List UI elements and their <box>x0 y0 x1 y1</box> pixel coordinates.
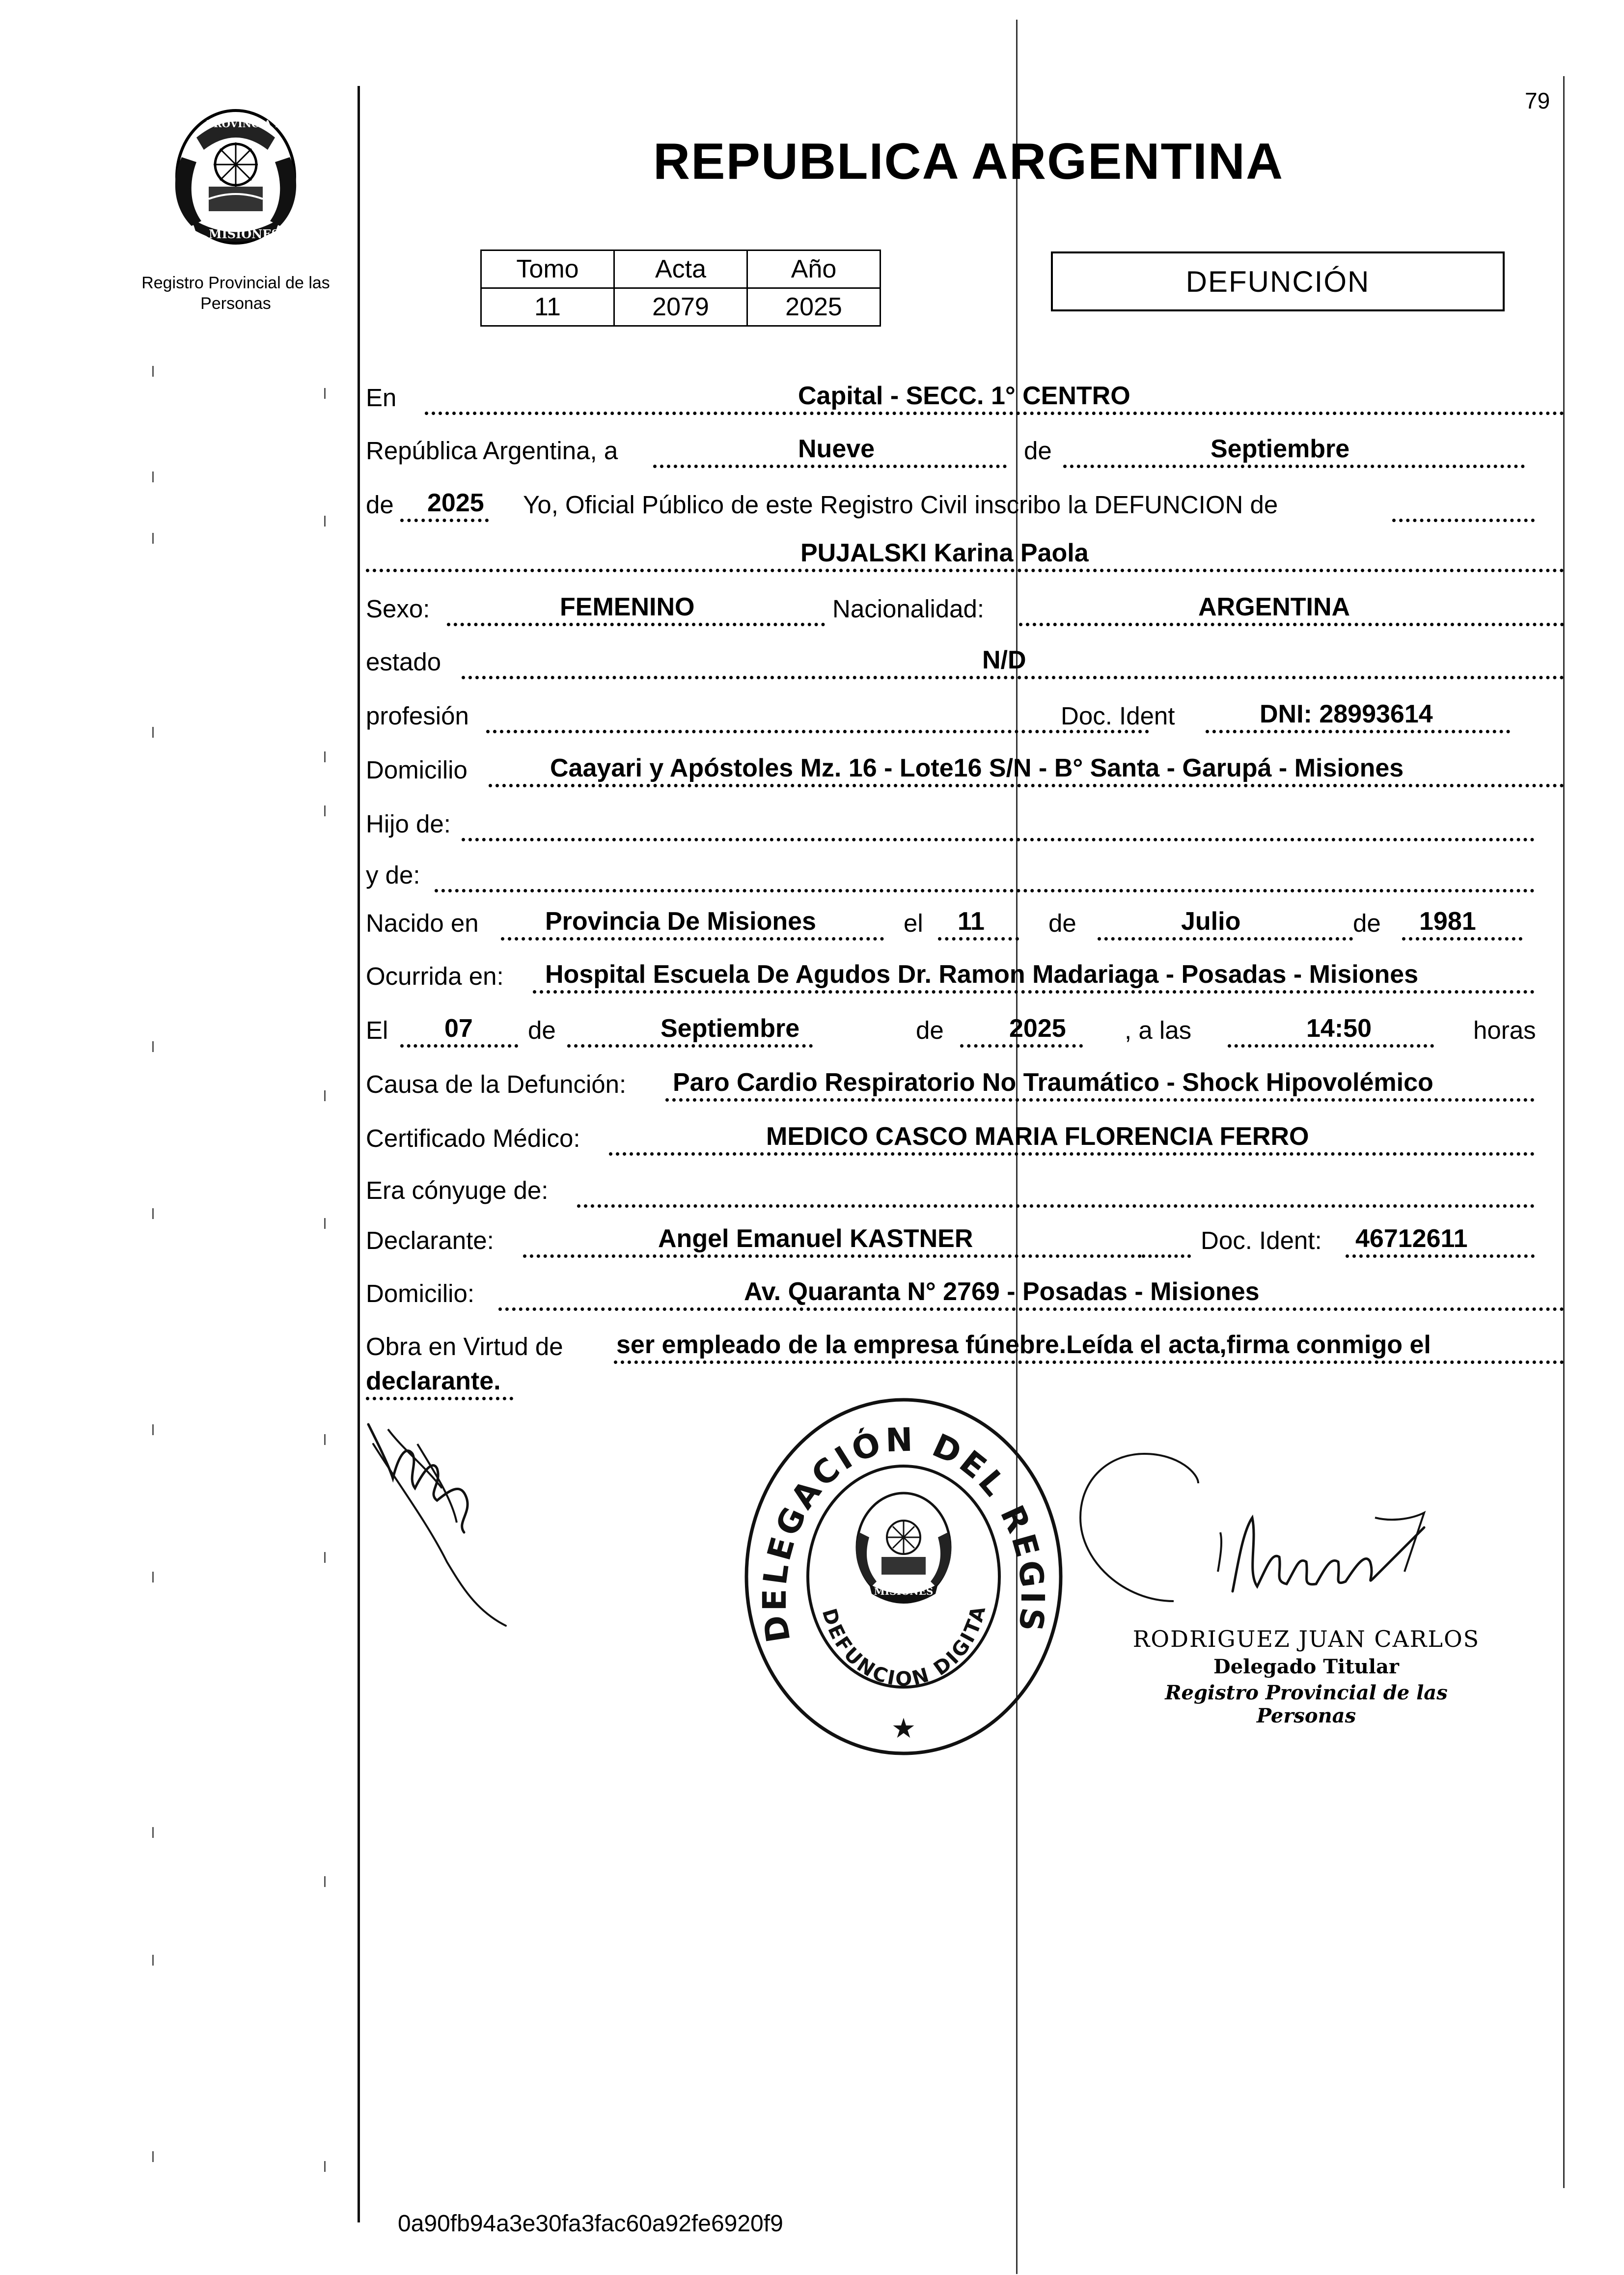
hijo-label: Hijo de: <box>366 810 451 838</box>
registry-seal <box>737 1385 1071 1758</box>
delegate-stamp <box>1129 1626 1483 1727</box>
anio-header: Año <box>747 250 881 288</box>
death-year-line <box>960 1044 1083 1048</box>
declarante-label: Declarante: <box>366 1226 494 1254</box>
ocurrida-value: Hospital Escuela De Agudos Dr. Ramon Madariaga - Posadas - Misiones <box>545 960 1419 989</box>
a-las-label: , a las <box>1125 1016 1192 1044</box>
seal-outer-text: DELEGACIÓN DEL REGIS <box>755 1420 1052 1645</box>
ocurrida-label: Ocurrida en: <box>366 962 504 990</box>
row-sexo <box>366 594 1564 625</box>
crest-bottom-text: MISIONES <box>209 227 280 241</box>
republica-label: República Argentina, a <box>366 437 618 465</box>
nacido-line <box>501 937 884 941</box>
birth-month-line <box>1098 937 1353 941</box>
el-label: el <box>904 909 923 937</box>
birth-year: 1981 <box>1419 907 1476 936</box>
row-nacido <box>366 909 1535 939</box>
row-obra-cont <box>366 1368 562 1399</box>
death-day: 07 <box>444 1014 473 1043</box>
birth-de1-label: de <box>1048 909 1076 937</box>
horas-label: horas <box>1473 1016 1536 1044</box>
row-inscripcion <box>366 490 1535 521</box>
row-y-de <box>366 860 1535 891</box>
row-ocurrida <box>366 962 1535 992</box>
row-profesion <box>366 701 1564 732</box>
obra-cont-line <box>366 1397 513 1400</box>
obra-value-line2: declarante. <box>366 1367 501 1395</box>
profesion-line <box>486 730 1149 733</box>
record-box <box>480 250 881 327</box>
page-title: REPUBLICA ARGENTINA <box>653 133 1284 190</box>
record-type-box: DEFUNCIÓN <box>1051 251 1505 311</box>
row-hijo <box>366 809 1535 840</box>
row-declarante <box>366 1226 1535 1256</box>
death-time: 14:50 <box>1306 1014 1372 1043</box>
doc-ident-value: DNI: 28993614 <box>1260 700 1433 728</box>
document-hash: 0a90fb94a3e30fa3fac60a92fe6920f9 <box>398 2211 783 2237</box>
en-value: Capital - SECC. 1° CENTRO <box>798 382 1130 410</box>
hijo-line <box>462 838 1535 841</box>
nacionalidad-label: Nacionalidad: <box>832 595 985 623</box>
certificado-value: MEDICO CASCO MARIA FLORENCIA FERRO <box>766 1122 1309 1151</box>
declarante-doc-line <box>1346 1254 1535 1258</box>
sexo-line <box>447 623 825 626</box>
row-certificado <box>366 1124 1535 1154</box>
row-conyuge <box>366 1176 1535 1206</box>
inscribo-line <box>1392 519 1535 522</box>
acta-value: 2079 <box>614 288 747 326</box>
domicilio2-line <box>498 1307 1564 1311</box>
estado-line <box>462 676 1564 679</box>
obra-line <box>614 1360 1564 1364</box>
domicilio2-label: Domicilio: <box>366 1279 475 1307</box>
y-de-line <box>435 889 1535 892</box>
declarante-gap-line <box>1142 1254 1191 1258</box>
death-el-label: El <box>366 1016 388 1044</box>
row-obra <box>366 1332 1564 1362</box>
inscribo-text: Yo, Oficial Público de este Registro Civil inscribo la DEFUNCION de <box>523 491 1278 519</box>
row-causa <box>366 1070 1535 1100</box>
declarante-value: Angel Emanuel KASTNER <box>658 1224 973 1253</box>
conyuge-label: Era cónyuge de: <box>366 1176 549 1204</box>
de-label: de <box>1024 437 1052 465</box>
death-de1-label: de <box>528 1016 556 1044</box>
year-line <box>400 519 489 522</box>
causa-value: Paro Cardio Respiratorio No Traumático - Shock Hipovolémico <box>673 1068 1433 1097</box>
birth-de2-label: de <box>1353 909 1381 937</box>
obra-value-line1: ser empleado de la empresa fúnebre.Leída el acta,firma conmigo el <box>616 1331 1431 1359</box>
declarante-doc-value: 46712611 <box>1355 1224 1468 1253</box>
en-label: En <box>366 384 397 412</box>
birth-month: Julio <box>1181 907 1241 936</box>
crest-top-text: PROVINCIA DE <box>206 118 291 130</box>
deceased-name: PUJALSKI Karina Paola <box>800 539 1089 567</box>
declarante-doc-label: Doc. Ident: <box>1201 1226 1322 1254</box>
seal-inner-text: DEFUNCION DIGITA <box>817 1602 991 1691</box>
month-word: Septiembre <box>1211 435 1350 463</box>
domicilio-line <box>489 784 1564 787</box>
death-time-line <box>1228 1044 1434 1048</box>
declarant-signature <box>358 1415 516 1631</box>
causa-line <box>665 1098 1535 1102</box>
row-en <box>366 383 1564 414</box>
birth-day: 11 <box>958 907 985 936</box>
domicilio-label: Domicilio <box>366 756 468 784</box>
declarante-line <box>523 1254 1142 1258</box>
y-de-label: y de: <box>366 861 420 889</box>
year-prefix: de <box>366 491 394 519</box>
seal-crest-text: MISIONES <box>874 1585 934 1597</box>
anio-value: 2025 <box>747 288 881 326</box>
doc-ident-line <box>1206 730 1510 733</box>
row-nombre <box>366 540 1564 571</box>
domicilio-value: Caayari y Apóstoles Mz. 16 - Lote16 S/N - B° Santa - Garupá - Misiones <box>550 754 1404 782</box>
year-value: 2025 <box>427 489 484 517</box>
certificado-line <box>609 1152 1535 1156</box>
en-line <box>425 412 1564 415</box>
death-month-line <box>567 1044 813 1048</box>
obra-label: Obra en Virtud de <box>366 1332 563 1360</box>
death-day-line <box>400 1044 518 1048</box>
day-word: Nueve <box>798 435 875 463</box>
doc-ident-label: Doc. Ident <box>1061 702 1175 730</box>
registry-label: Registro Provincial de las Personas <box>141 274 330 313</box>
nacionalidad-line <box>1019 623 1564 626</box>
left-margin-line <box>358 86 360 2222</box>
nacionalidad-value: ARGENTINA <box>1198 593 1350 621</box>
conyuge-line <box>577 1204 1535 1208</box>
tomo-value: 11 <box>481 288 614 326</box>
nacido-value: Provincia De Misiones <box>545 907 816 936</box>
birth-day-line <box>938 937 1019 941</box>
death-year: 2025 <box>1009 1014 1066 1043</box>
delegate-org: Registro Provincial de las Personas <box>1165 1681 1448 1727</box>
death-de2-label: de <box>916 1016 944 1044</box>
day-line <box>653 465 1007 468</box>
ocurrida-line <box>533 990 1535 994</box>
row-estado <box>366 647 1564 678</box>
delegate-name: RODRIGUEZ JUAN CARLOS <box>1132 1626 1480 1652</box>
death-month: Septiembre <box>661 1014 800 1043</box>
estado-value: N/D <box>982 646 1026 674</box>
seal-star-icon: ★ <box>891 1713 916 1745</box>
tomo-header: Tomo <box>481 250 614 288</box>
name-line <box>366 569 1564 572</box>
estado-label: estado <box>366 648 441 676</box>
row-fecha-defuncion <box>366 1016 1544 1046</box>
causa-label: Causa de la Defunción: <box>366 1070 627 1098</box>
row-fecha-inscripcion <box>366 436 1535 467</box>
certificado-label: Certificado Médico: <box>366 1124 580 1152</box>
nacido-label: Nacido en <box>366 909 479 937</box>
delegate-role: Delegado Titular <box>1213 1655 1399 1678</box>
domicilio2-value: Av. Quaranta N° 2769 - Posadas - Misiones <box>744 1277 1260 1306</box>
profesion-label: profesión <box>366 702 469 730</box>
row-domicilio-declarante <box>366 1279 1564 1309</box>
row-domicilio <box>366 755 1564 786</box>
month-line <box>1063 465 1525 468</box>
birth-year-line <box>1402 937 1522 941</box>
sexo-label: Sexo: <box>366 595 430 623</box>
acta-header: Acta <box>614 250 747 288</box>
sexo-value: FEMENINO <box>560 593 695 621</box>
provincial-crest-emblem <box>162 103 309 250</box>
page-number: 79 <box>1525 88 1550 113</box>
